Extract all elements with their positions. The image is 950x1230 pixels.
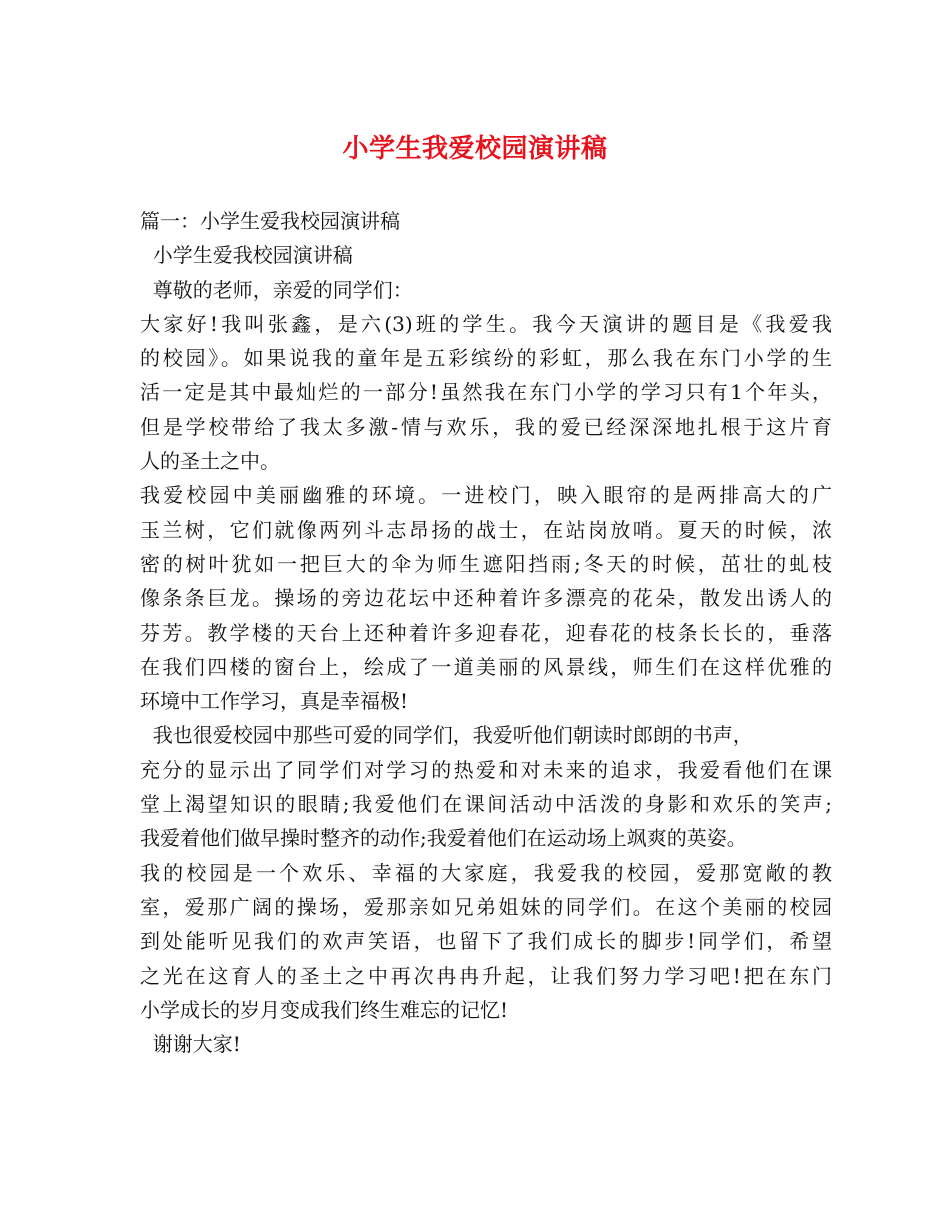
body-line: 我爱校园中美丽幽雅的环境。一进校门，映入眼帘的是两排高大的广 [140,483,832,508]
body-line: 在我们四楼的窗台上，绘成了一道美丽的风景线，师生们在这样优雅的 [140,654,832,679]
body-line: 小学生爱我校园演讲稿 [140,243,353,268]
body-line: 但是学校带给了我太多激-情与欢乐，我的爱已经深深地扎根于这片育 [140,414,832,439]
body-line: 我爱着他们做早操时整齐的动作;我爱着他们在运动场上飒爽的英姿。 [140,826,747,851]
body-line: 的校园》。如果说我的童年是五彩缤纷的彩虹，那么我在东门小学的生 [140,346,832,371]
body-line: 像条条巨龙。操场的旁边花坛中还种着许多漂亮的花朵，散发出诱人的 [140,586,832,611]
document-title: 小学生我爱校园演讲稿 [342,134,608,164]
body-line: 环境中工作学习，真是幸福极! [140,689,409,714]
body-line: 玉兰树，它们就像两列斗志昂扬的战士，在站岗放哨。夏天的时候，浓 [140,517,832,542]
body-line: 堂上渴望知识的眼睛;我爱他们在课间活动中活泼的身影和欢乐的笑声; [140,792,832,817]
body-line: 小学成长的岁月变成我们终生难忘的记忆! [140,997,509,1022]
body-line: 我的校园是一个欢乐、幸福的大家庭，我爱我的校园，爱那宽敞的教 [140,860,832,885]
body-line: 密的树叶犹如一把巨大的伞为师生遮阳挡雨;冬天的时候，茁壮的虬枝 [140,551,832,576]
body-line: 人的圣土之中。 [140,449,280,474]
body-line: 篇一：小学生爱我校园演讲稿 [140,209,400,233]
body-line: 我也很爱校园中那些可爱的同学们，我爱听他们朝读时郎朗的书声， [140,723,753,748]
body-line: 尊敬的老师，亲爱的同学们： [140,277,413,302]
body-line: 充分的显示出了同学们对学习的热爱和对未来的追求，我爱看他们在课 [140,757,832,782]
body-line: 室，爱那广阔的操场，爱那亲如兄弟姐妹的同学们。在这个美丽的校园 [140,894,832,919]
body-line: 到处能听见我们的欢声笑语，也留下了我们成长的脚步!同学们，希望 [140,929,832,954]
body-line: 谢谢大家! [140,1032,241,1057]
body-line: 活一定是其中最灿烂的一部分!虽然我在东门小学的学习只有1个年头， [140,380,832,405]
body-line: 之光在这育人的圣土之中再次冉冉升起，让我们努力学习吧!把在东门 [140,963,832,988]
document-body [140,204,832,1061]
body-line: 大家好!我叫张鑫，是六(3)班的学生。我今天演讲的题目是《我爱我 [140,311,832,336]
body-line: 芬芳。教学楼的天台上还种着许多迎春花，迎春花的枝条长长的，垂落 [140,620,832,645]
